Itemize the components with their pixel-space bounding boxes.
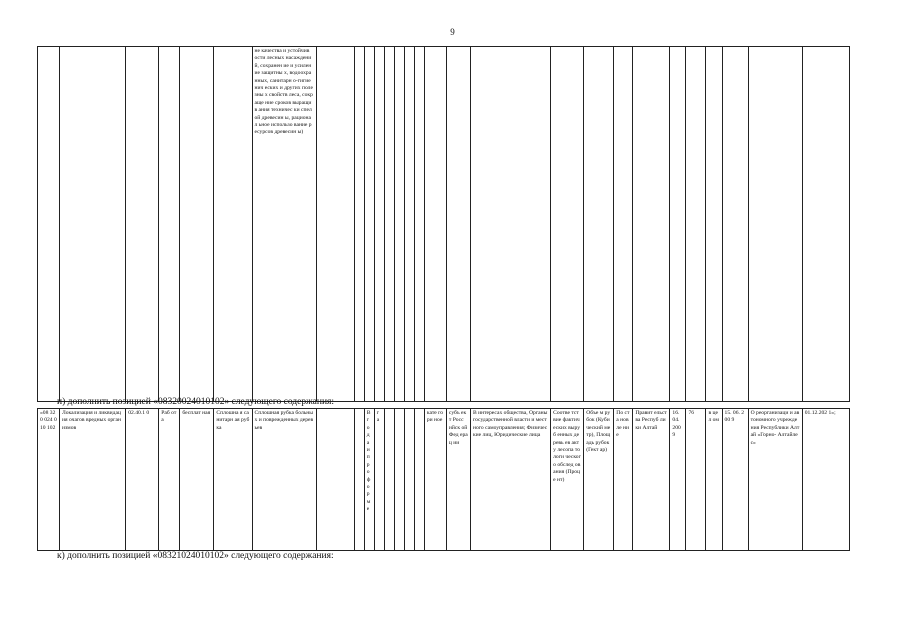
cell-empty xyxy=(404,47,414,402)
cell-empty xyxy=(470,47,550,402)
table-row xyxy=(38,409,850,551)
cell-empty xyxy=(551,47,584,402)
cell-empty xyxy=(159,47,180,402)
cell-empty xyxy=(60,47,126,402)
cell-empty xyxy=(722,47,748,402)
cell-empty xyxy=(38,47,60,402)
cell-empty xyxy=(374,47,384,402)
cell-indicator: Соотве тствие фактич еских выруб енных деревь ев акту лесопа тологи ческог о обслед ования (Проце нт) xyxy=(551,409,584,551)
cell-empty xyxy=(354,47,364,402)
cell-empty xyxy=(802,47,849,402)
cell-empty xyxy=(316,47,354,402)
cell-empty xyxy=(706,47,722,402)
cell-volume: Объе м рубок (Куби ческий метр), Площ адь рубок (Гект ар) xyxy=(584,409,614,551)
cell-empty xyxy=(354,409,364,551)
cell-top-fragment: не качества и устойчив ости лесных насаждени й, сохранен ие и усиление защитны х, водоохра нных, санитарн о-гигиенич еских и других полезны х свойств леса, сокраще ние сроков выращив ания техничес ки спелой древесин ы, рационал ьное использо вание ресурсов древесин ы) xyxy=(252,47,316,402)
cell-reorg: О реорганизаци и автономного учреждения Республики Алтай «Горно- Алтайлес» xyxy=(748,409,802,551)
cell-category: кате гори ное xyxy=(424,409,446,551)
cell-date-1: 16. 04. 200 9 xyxy=(670,409,686,551)
cell-gov: Правит ельства Респуб лики Алтай xyxy=(633,409,670,551)
cell-empty xyxy=(214,47,252,402)
cell-empty xyxy=(446,47,470,402)
cell-empty xyxy=(614,47,633,402)
table-new-position xyxy=(37,408,850,551)
cell-in-part: в цел ом xyxy=(706,409,722,551)
table-fragment-top xyxy=(37,46,850,402)
cell-empty xyxy=(686,47,706,402)
cell-empty xyxy=(180,47,214,402)
cell-basis: По ста нов ле ние xyxy=(614,409,633,551)
cell-number: 76 xyxy=(686,409,706,551)
cell-content-2: Сплошная рубка больных и поврежденных деревьев xyxy=(252,409,316,551)
cell-kind: Раб ота xyxy=(159,409,180,551)
cell-code: «08 320 024 010 102 xyxy=(38,409,60,551)
cell-condition-b: г а xyxy=(374,409,384,551)
cell-empty xyxy=(384,409,394,551)
cell-empty xyxy=(414,409,424,551)
cell-empty xyxy=(404,409,414,551)
cell-content-1: Сплошна я санитарн ая рубка xyxy=(214,409,252,551)
cell-empty xyxy=(364,47,374,402)
cell-payment: бесплат ная xyxy=(180,409,214,551)
cell-empty xyxy=(384,47,394,402)
cell-empty xyxy=(394,409,404,551)
cell-date-2: 15. 06. 200 9 xyxy=(722,409,748,551)
cell-subject: субъ ект Росс ийск ой Фед ерац ии xyxy=(446,409,470,551)
cell-name: Локализация и ликвидация очагов вредных организмов xyxy=(60,409,126,551)
cell-okved: 02.40.1 0 xyxy=(126,409,159,551)
instruction-k: к) дополнить позицией «08321024010102» следующего содержания: xyxy=(57,551,334,561)
cell-empty xyxy=(748,47,802,402)
cell-empty xyxy=(424,47,446,402)
cell-consumers: В интересах общества, Органы государственной власти и местного самоуправления; Физические лиц, Юридические лица xyxy=(470,409,550,551)
cell-empty xyxy=(394,47,404,402)
cell-empty xyxy=(633,47,670,402)
cell-empty xyxy=(316,409,354,551)
cell-empty xyxy=(414,47,424,402)
instruction-i: и) дополнить позицией «08320024010102» следующего содержания: xyxy=(57,397,335,407)
cell-empty xyxy=(126,47,159,402)
cell-empty xyxy=(584,47,614,402)
cell-empty xyxy=(670,47,686,402)
cell-condition-a: В г о д а и п р о ф о р м е xyxy=(364,409,374,551)
cell-end: 01.12.202 1»; xyxy=(802,409,849,551)
page-number: 9 xyxy=(450,27,455,37)
